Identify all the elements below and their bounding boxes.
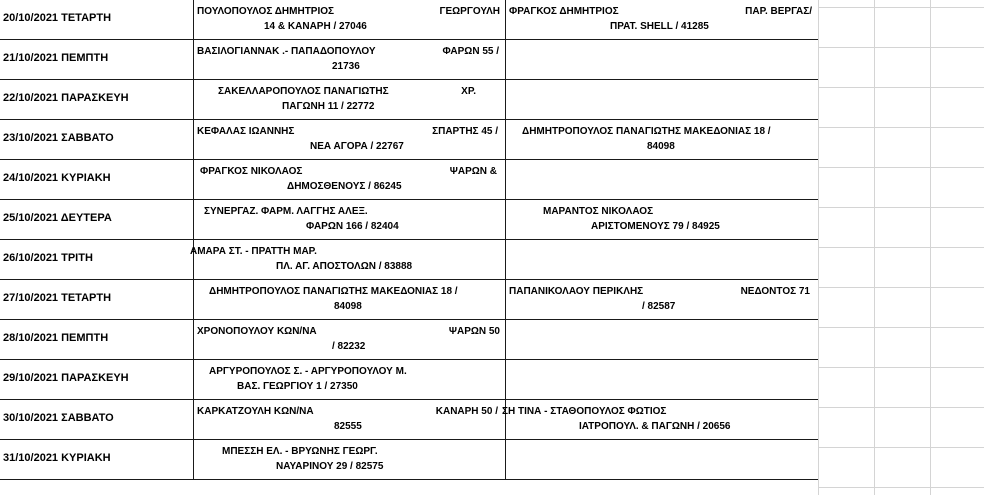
pharmacy-street: ΧΡ. <box>461 86 476 97</box>
pharmacy-address: ΠΡΑΤ. SHELL / 41285 <box>610 21 709 32</box>
pharmacy-cell-primary[interactable] <box>193 280 505 320</box>
date-cell[interactable]: 31/10/2021 ΚΥΡΙΑΚΗ <box>3 452 111 464</box>
table-row <box>0 200 818 240</box>
pharmacy-address: ΑΡΙΣΤΟΜΕΝΟΥΣ 79 / 84925 <box>591 221 720 232</box>
pharmacy-address: 21736 <box>332 61 360 72</box>
pharmacy-cell-secondary[interactable] <box>505 120 818 160</box>
pharmacy-cell-primary[interactable] <box>193 360 505 400</box>
gridline <box>818 447 984 448</box>
pharmacy-address: 82555 <box>334 421 362 432</box>
pharmacy-address: ΦΑΡΩΝ 166 / 82404 <box>306 221 399 232</box>
table-row <box>0 240 818 280</box>
pharmacy-address: 14 & ΚΑΝΑΡΗ / 27046 <box>264 21 367 32</box>
pharmacy-cell-primary[interactable] <box>193 40 505 80</box>
date-cell[interactable]: 30/10/2021 ΣΑΒΒΑΤΟ <box>3 412 114 424</box>
pharmacy-name: ΚΕΦΑΛΑΣ ΙΩΑΝΝΗΣ <box>197 126 295 137</box>
table-row <box>0 160 818 200</box>
table-row <box>0 80 818 120</box>
table-row <box>0 40 818 80</box>
pharmacy-cell-primary[interactable] <box>193 160 505 200</box>
pharmacy-cell-primary[interactable] <box>193 440 505 480</box>
date-cell[interactable]: 24/10/2021 ΚΥΡΙΑΚΗ <box>3 172 111 184</box>
gridline <box>818 7 984 8</box>
pharmacy-name: ΠΑΠΑΝΙΚΟΛΑΟΥ ΠΕΡΙΚΛΗΣ <box>509 286 644 297</box>
pharmacy-cell-secondary[interactable] <box>505 280 818 320</box>
pharmacy-address: ΠΛ. ΑΓ. ΑΠΟΣΤΟΛΩΝ / 83888 <box>276 261 413 272</box>
pharmacy-cell-primary[interactable] <box>193 120 505 160</box>
pharmacy-name: ΣΥΝΕΡΓΑΖ. ΦΑΡΜ. ΛΑΓΓΗΣ ΑΛΕΞ. <box>204 206 368 217</box>
date-cell[interactable]: 20/10/2021 ΤΕΤΑΡΤΗ <box>3 12 112 24</box>
pharmacy-street: ΨΑΡΩΝ & <box>449 166 497 177</box>
pharmacy-address: ΝΑΥΑΡΙΝΟΥ 29 / 82575 <box>276 461 384 472</box>
date-cell[interactable]: 23/10/2021 ΣΑΒΒΑΤΟ <box>3 132 114 144</box>
gridline <box>818 207 984 208</box>
pharmacy-street: ΓΕΩΡΓΟΥΛΗ <box>439 6 500 17</box>
pharmacy-name: ΒΑΣΙΛΟΓΙΑΝΝΑΚ .- ΠΑΠΑΔΟΠΟΥΛΟΥ <box>197 46 376 57</box>
pharmacy-street: ΠΑΡ. ΒΕΡΓΑΣ/ <box>745 6 812 17</box>
table-row <box>0 120 818 160</box>
pharmacy-street: ΚΑΝΑΡΗ 50 / <box>435 406 498 417</box>
pharmacy-cell-secondary[interactable] <box>505 40 818 80</box>
date-cell[interactable]: 21/10/2021 ΠΕΜΠΤΗ <box>3 52 109 64</box>
pharmacy-street: ΣΠΑΡΤΗΣ 45 / <box>432 126 498 137</box>
gridline <box>818 407 984 408</box>
pharmacy-address: / 82232 <box>332 341 366 352</box>
pharmacy-name: ΦΡΑΓΚΟΣ ΝΙΚΟΛΑΟΣ <box>200 166 303 177</box>
pharmacy-address: ΙΑΤΡΟΠΟΥΛ. & ΠΑΓΩΝΗ / 20656 <box>579 421 731 432</box>
pharmacy-address: ΒΑΣ. ΓΕΩΡΓΙΟΥ 1 / 27350 <box>237 381 358 392</box>
gridline <box>818 127 984 128</box>
gridline <box>818 367 984 368</box>
pharmacy-address: ΠΑΓΩΝΗ 11 / 22772 <box>282 101 375 112</box>
table-row <box>0 0 818 40</box>
pharmacy-cell-primary[interactable] <box>193 400 505 440</box>
pharmacy-cell-primary[interactable] <box>190 240 505 280</box>
date-cell[interactable]: 29/10/2021 ΠΑΡΑΣΚΕΥΗ <box>3 372 129 384</box>
pharmacy-cell-secondary[interactable] <box>505 440 818 480</box>
pharmacy-cell-primary[interactable] <box>193 200 505 240</box>
table-row <box>0 440 818 480</box>
pharmacy-street: ΨΑΡΩΝ 50 <box>448 326 500 337</box>
gridline <box>818 47 984 48</box>
pharmacy-name: ΔΗΜΗΤΡΟΠΟΥΛΟΣ ΠΑΝΑΓΙΩΤΗΣ ΜΑΚΕΔΟΝΙΑΣ 18 / <box>209 286 458 297</box>
pharmacy-name: ΣΑΚΕΛΛΑΡΟΠΟΥΛΟΣ ΠΑΝΑΓΙΩΤΗΣ <box>218 86 389 97</box>
pharmacy-name: ΣΗ ΤΙΝΑ - ΣΤΑΘΟΠΟΥΛΟΣ ΦΩΤΙΟΣ <box>502 406 667 417</box>
table-row <box>0 360 818 400</box>
pharmacy-name: ΔΗΜΗΤΡΟΠΟΥΛΟΣ ΠΑΝΑΓΙΩΤΗΣ ΜΑΚΕΔΟΝΙΑΣ 18 / <box>522 126 771 137</box>
date-cell[interactable]: 22/10/2021 ΠΑΡΑΣΚΕΥΗ <box>3 92 129 104</box>
pharmacy-cell-secondary[interactable] <box>505 240 818 280</box>
pharmacy-street: ΝΕΔΟΝΤΟΣ 71 <box>740 286 810 297</box>
pharmacy-name: ΜΑΡΑΝΤΟΣ ΝΙΚΟΛΑΟΣ <box>543 206 654 217</box>
pharmacy-cell-primary[interactable] <box>193 0 505 40</box>
row-border <box>0 479 818 480</box>
table-row <box>0 280 818 320</box>
pharmacy-cell-secondary[interactable] <box>505 320 818 360</box>
pharmacy-cell-secondary[interactable] <box>505 200 818 240</box>
pharmacy-name: ΠΟΥΛΟΠΟΥΛΟΣ ΔΗΜΗΤΡΙΟΣ <box>197 6 335 17</box>
pharmacy-cell-secondary[interactable] <box>502 400 818 440</box>
pharmacy-address: / 82587 <box>642 301 676 312</box>
table-row <box>0 320 818 360</box>
pharmacy-name: ΜΠΕΣΣΗ ΕΛ. - ΒΡΥΩΝΗΣ ΓΕΩΡΓ. <box>222 446 378 457</box>
pharmacy-cell-secondary[interactable] <box>505 0 818 40</box>
pharmacy-address: 84098 <box>334 301 362 312</box>
date-cell[interactable]: 26/10/2021 ΤΡΙΤΗ <box>3 252 93 264</box>
pharmacy-cell-secondary[interactable] <box>505 80 818 120</box>
gridline <box>818 287 984 288</box>
pharmacy-name: ΚΑΡΚΑΤΖΟΥΛΗ ΚΩΝ/ΝΑ <box>197 406 314 417</box>
pharmacy-name: ΑΡΓΥΡΟΠΟΥΛΟΣ Σ. - ΑΡΓΥΡΟΠΟΥΛΟΥ Μ. <box>209 366 407 377</box>
pharmacy-address: 84098 <box>647 141 675 152</box>
gridline <box>818 327 984 328</box>
pharmacy-name: ΧΡΟΝΟΠΟΥΛΟΥ ΚΩΝ/ΝΑ <box>197 326 317 337</box>
date-cell[interactable]: 25/10/2021 ΔΕΥΤΕΡΑ <box>3 212 112 224</box>
date-cell[interactable]: 28/10/2021 ΠΕΜΠΤΗ <box>3 332 109 344</box>
gridline <box>818 167 984 168</box>
pharmacy-cell-secondary[interactable] <box>505 160 818 200</box>
pharmacy-name: ΑΜΑΡΑ ΣΤ. - ΠΡΑΤΤΗ ΜΑΡ. <box>190 246 317 257</box>
gridline <box>818 87 984 88</box>
gridline <box>818 487 984 488</box>
pharmacy-cell-primary[interactable] <box>193 80 505 120</box>
pharmacy-cell-primary[interactable] <box>193 320 505 360</box>
pharmacy-address: ΝΕΑ ΑΓΟΡΑ / 22767 <box>310 141 404 152</box>
pharmacy-name: ΦΡΑΓΚΟΣ ΔΗΜΗΤΡΙΟΣ <box>509 6 619 17</box>
pharmacy-cell-secondary[interactable] <box>505 360 818 400</box>
pharmacy-address: ΔΗΜΟΣΘΕΝΟΥΣ / 86245 <box>287 181 402 192</box>
table-row <box>0 400 818 440</box>
gridline <box>818 247 984 248</box>
date-cell[interactable]: 27/10/2021 ΤΕΤΑΡΤΗ <box>3 292 112 304</box>
pharmacy-street: ΦΑΡΩΝ 55 / <box>442 46 499 57</box>
